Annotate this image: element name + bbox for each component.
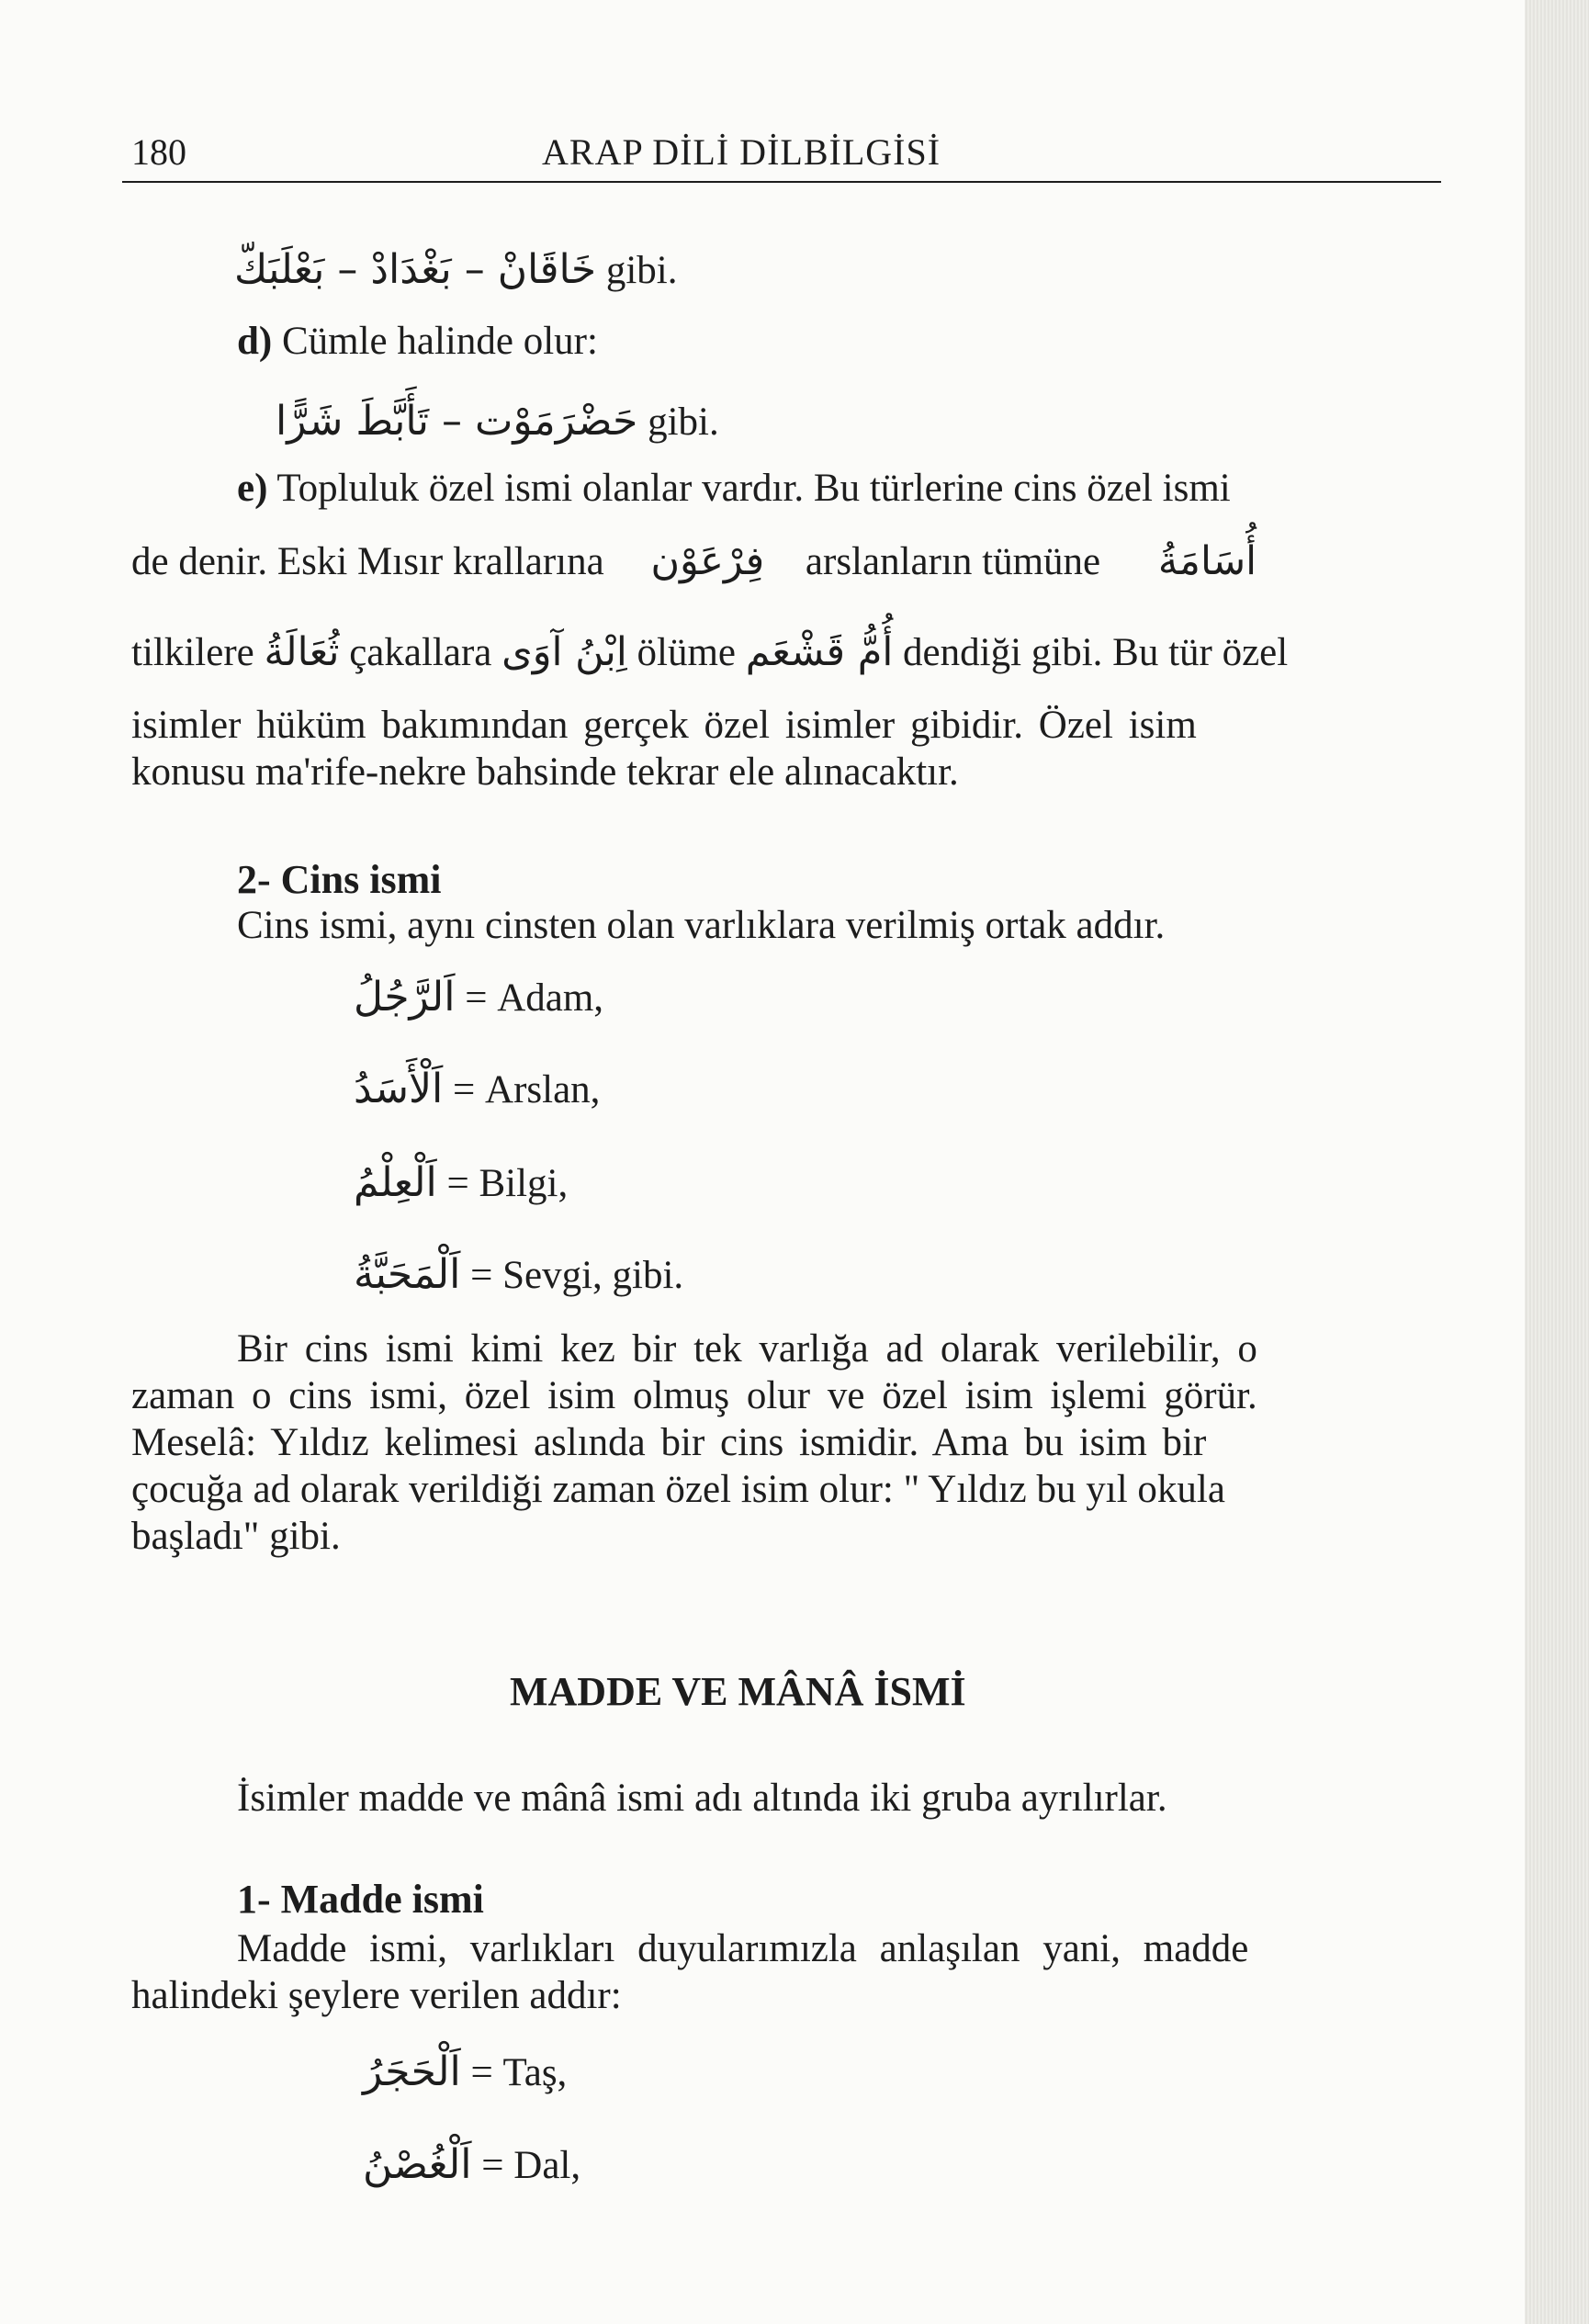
arabic-ibn-avi: اِبْنُ آوَى (501, 629, 627, 675)
example-line-1 (234, 246, 678, 293)
madde-heading: 1- Madde ismi (237, 1877, 484, 1922)
cins-para-line: Bir cins ismi kimi kez bir tek varlığa ad olarak verilebilir, o (237, 1327, 1257, 1371)
arabic-word: اَلْعِلْمُ (354, 1159, 437, 1206)
cins-heading: 2- Cins ismi (237, 857, 442, 902)
cins-para-line: Meselâ: Yıldız kelimesi aslında bir cins ismidir. Ama bu isim bir (131, 1421, 1207, 1464)
cins-example (354, 974, 603, 1021)
arabic-sualah: ثُعَالَةُ (264, 629, 340, 675)
cins-example (354, 1066, 600, 1112)
translation: = Adam, (465, 976, 604, 1020)
arabic-examples: خَاقَانْ – بَغْدَادْ – بَعْلَبَكّ (234, 246, 597, 293)
madde-mana-intro: İsimler madde ve mânâ ismi adı altında iki gruba ayrılırlar. (237, 1777, 1167, 1820)
translation: = Taş, (470, 2051, 568, 2094)
madde-example (363, 2141, 580, 2188)
translation: = Sevgi, gibi. (470, 1254, 684, 1297)
section-title: MADDE VE MÂNÂ İSMİ (510, 1669, 966, 1714)
text-segment: ölüme (637, 631, 737, 674)
cins-example (354, 1159, 568, 1206)
arabic-word: اَلْمَحَبَّةُ (354, 1251, 461, 1298)
gibi-text: gibi. (605, 249, 678, 292)
gibi-text: gibi. (648, 400, 719, 444)
text-segment: de denir. Eski Mısır krallarına (131, 540, 604, 583)
cins-para-line: başladı" gibi. (131, 1515, 341, 1558)
section-e-line-1 (237, 466, 1231, 511)
madde-example (363, 2048, 567, 2095)
cins-example (354, 1251, 683, 1298)
translation: = Arslan, (453, 1068, 601, 1111)
text-segment: arslanların tümüne (805, 540, 1101, 583)
arabic-word: اَلْغُصْنُ (363, 2141, 472, 2188)
arabic-word: اَلْأَسَدُ (354, 1066, 444, 1112)
page-number: 180 (131, 131, 186, 173)
translation: = Dal, (481, 2144, 581, 2187)
madde-text-line: Madde ismi, varlıkları duyularımızla anlaşılan yani, madde (237, 1927, 1249, 1970)
section-e-line-3 (131, 629, 1432, 675)
madde-text-line: halindeki şeylere verilen addır: (131, 1974, 622, 2017)
section-e-line-4: isimler hüküm bakımından gerçek özel isimler gibidir. Özel isim (131, 704, 1197, 747)
text-segment: tilkilere (131, 631, 254, 674)
section-e-label: e) (237, 467, 268, 510)
arabic-firavun: فِرْعَوْن (650, 538, 765, 584)
running-title: ARAP DİLİ DİLBİLGİSİ (542, 131, 941, 173)
arabic-word: اَلْحَجَرُ (363, 2048, 461, 2095)
arabic-sentence-names: حَضْرَمَوْت – تَأَبَّطَ شَرًّا (276, 398, 638, 445)
arabic-ummu-kasam: أُمُّ قَشْعَم (745, 629, 894, 675)
arabic-usame: أُسَامَةُ (1157, 538, 1257, 584)
cins-intro: Cins ismi, aynı cinsten olan varlıklara verilmiş ortak addır. (237, 904, 1166, 947)
translation: = Bilgi, (446, 1162, 569, 1205)
text-segment: çakallara (349, 631, 492, 674)
section-e-text: Topluluk özel ismi olanlar vardır. Bu türlerine cins özel ismi (276, 467, 1231, 510)
section-d-label: d) (237, 320, 273, 363)
section-e-line-5: konusu ma'rife-nekre bahsinde tekrar ele alınacaktır. (131, 750, 959, 794)
page-edge (1525, 0, 1589, 2324)
example-line-d (276, 398, 719, 445)
text-segment: dendiği gibi. Bu tür özel (903, 631, 1289, 674)
section-d (237, 319, 598, 364)
arabic-word: اَلرَّجُلُ (354, 974, 456, 1021)
header-rule (122, 181, 1441, 183)
section-d-text: Cümle halinde olur: (281, 320, 598, 363)
section-e-line-2 (131, 538, 1432, 584)
cins-para-line: çocuğa ad olarak verildiği zaman özel isim olur: " Yıldız bu yıl okula (131, 1468, 1225, 1511)
cins-para-line: zaman o cins ismi, özel isim olmuş olur ve özel isim işlemi görür. (131, 1374, 1257, 1417)
